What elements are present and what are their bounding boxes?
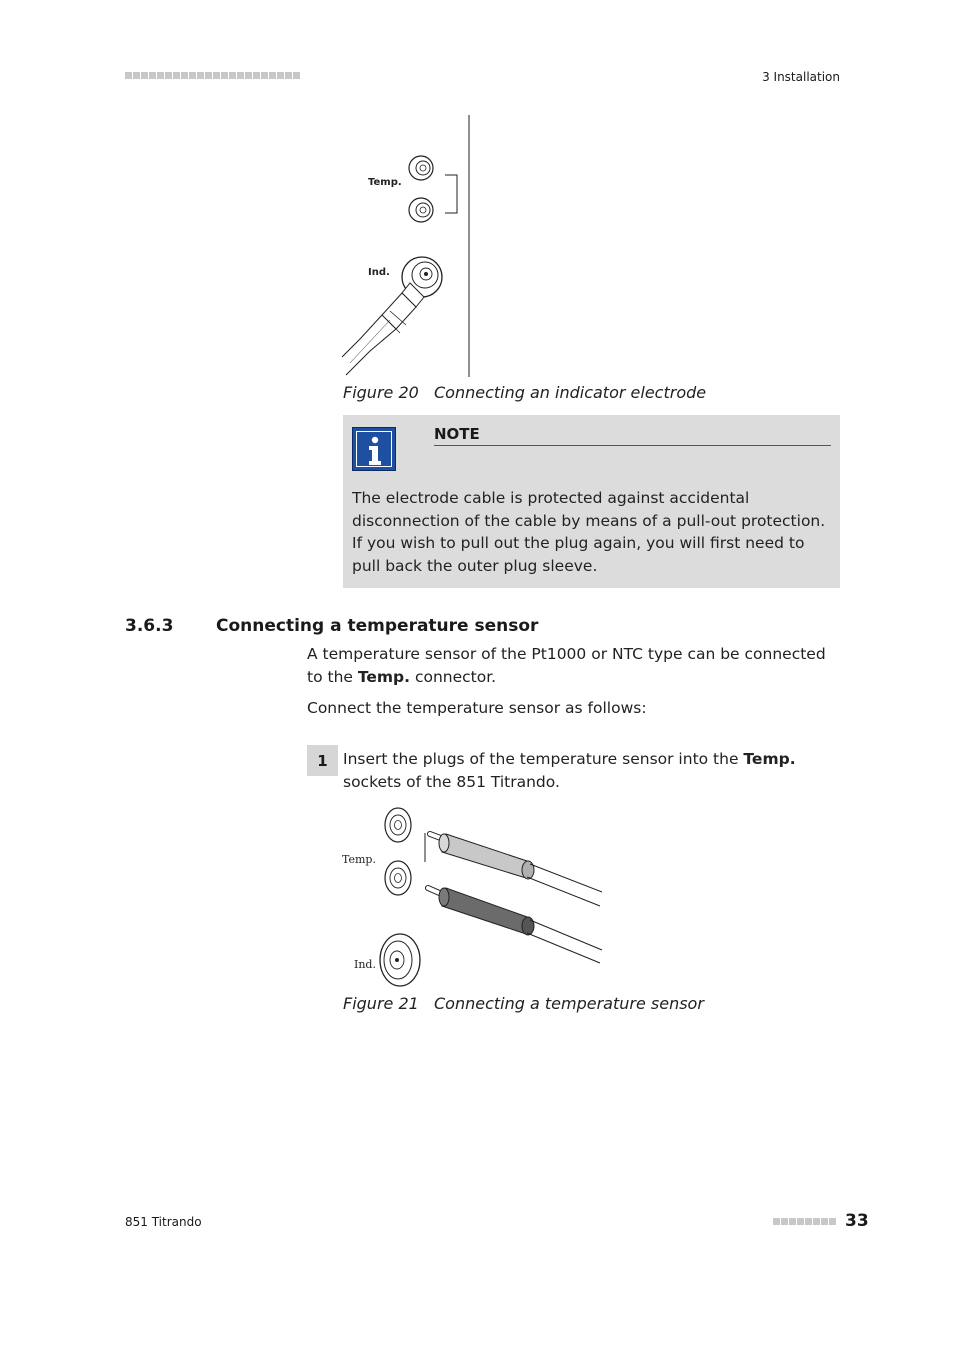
figure-20-number: Figure 20 (343, 383, 419, 402)
figure-21-number: Figure 21 (343, 994, 419, 1013)
note-title: NOTE (434, 425, 831, 446)
figure-20-caption (343, 383, 706, 402)
step-text (343, 748, 843, 793)
note-text: The electrode cable is protected against accidental disconnection of the cable by means of a pull-out protection. If you wish to pull out the plug again, you will first need to pull back the outer plug sleeve. (352, 489, 826, 575)
paragraph-bold-term: Temp. (357, 667, 411, 686)
section-title: Connecting a temperature sensor (216, 616, 539, 636)
figure-21-caption (343, 994, 704, 1013)
section-number: 3.6.3 (125, 616, 174, 636)
step-text-part: sockets of the 851 Titrando. (343, 772, 560, 791)
info-icon (352, 427, 396, 471)
paragraph-text: connector. (410, 667, 497, 686)
page-number: 33 (845, 1211, 869, 1231)
figure-20-temp-label: Temp. (368, 177, 402, 188)
chapter-header: 3 Installation (762, 70, 840, 84)
figure-20-illustration (340, 115, 480, 380)
section-paragraph-2: Connect the temperature sensor as follows: (307, 699, 647, 717)
paragraph-text: A temperature sensor of the Pt1000 or NTC type can be connected to the (307, 645, 826, 686)
figure-21-title: Connecting a temperature sensor (434, 994, 704, 1013)
footer-decoration (773, 1218, 836, 1225)
figure-20-ind-label: Ind. (368, 267, 390, 278)
step-text-part: Insert the plugs of the temperature sensor into the (343, 750, 744, 768)
footer-product: 851 Titrando (125, 1215, 202, 1229)
step-bold-term: Temp. (743, 750, 796, 768)
header-decoration (125, 72, 300, 79)
figure-21-ind-label: Ind. (354, 958, 376, 971)
section-paragraph-1 (307, 643, 842, 688)
step-number: 1 (307, 745, 338, 776)
note-box (343, 415, 840, 588)
figure-20-title: Connecting an indicator electrode (434, 383, 707, 402)
figure-21-illustration (340, 800, 610, 990)
figure-21-temp-label: Temp. (342, 853, 376, 866)
